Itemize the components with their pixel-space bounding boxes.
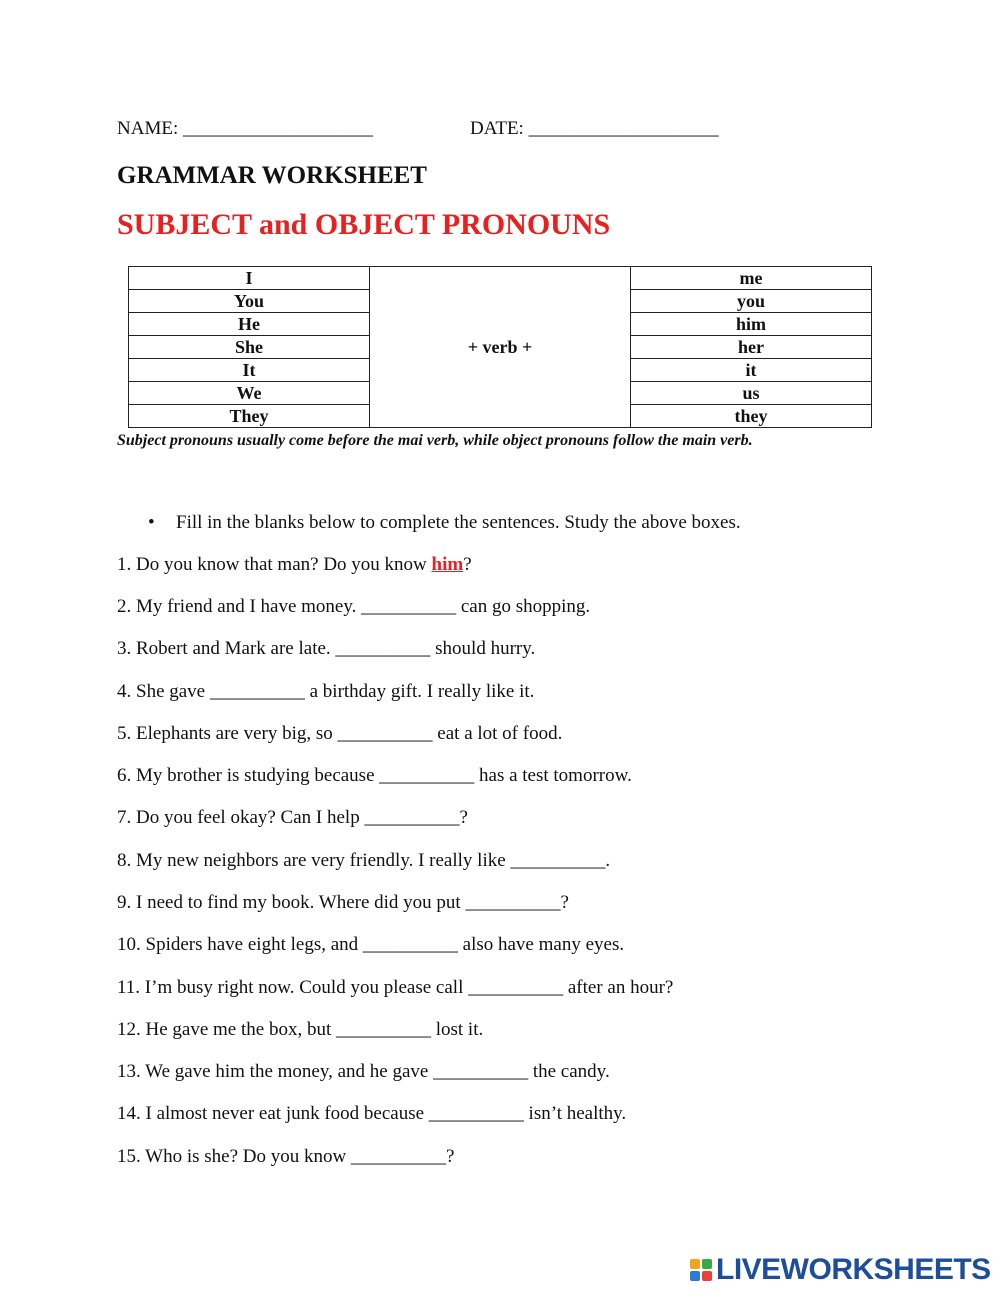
- object-pronoun: us: [631, 382, 872, 405]
- grammar-note: Subject pronouns usually come before the mai verb, while object pronouns follow the main verb.: [117, 432, 753, 449]
- object-pronoun: me: [631, 267, 872, 290]
- worksheet-title: GRAMMAR WORKSHEET: [117, 162, 427, 189]
- question-text: 1. Do you know that man? Do you know: [117, 554, 432, 575]
- question-6[interactable]: 6. My brother is studying because __________ has a test tomorrow.: [117, 765, 632, 786]
- object-pronoun: you: [631, 290, 872, 313]
- subject-pronoun: We: [129, 382, 370, 405]
- question-1: [117, 554, 472, 576]
- question-13[interactable]: 13. We gave him the money, and he gave __________ the candy.: [117, 1061, 610, 1082]
- instruction: [148, 512, 741, 534]
- subject-pronoun: He: [129, 313, 370, 336]
- bullet-icon: •: [148, 512, 155, 533]
- object-pronoun: him: [631, 313, 872, 336]
- date-field[interactable]: DATE: ____________________: [470, 118, 719, 139]
- name-field[interactable]: NAME: ____________________: [117, 118, 373, 139]
- subject-pronoun: I: [129, 267, 370, 290]
- logo-text: LIVEWORKSHEETS: [716, 1253, 991, 1286]
- question-5[interactable]: 5. Elephants are very big, so __________ eat a lot of food.: [117, 723, 563, 744]
- object-pronoun: they: [631, 405, 872, 428]
- question-4[interactable]: 4. She gave __________ a birthday gift. I really like it.: [117, 681, 535, 702]
- question-2[interactable]: 2. My friend and I have money. __________ can go shopping.: [117, 596, 591, 617]
- object-pronoun: her: [631, 336, 872, 359]
- question-text-end: ?: [463, 554, 472, 575]
- question-10[interactable]: 10. Spiders have eight legs, and __________ also have many eyes.: [117, 934, 625, 955]
- question-15[interactable]: 15. Who is she? Do you know __________?: [117, 1146, 455, 1167]
- question-8[interactable]: 8. My new neighbors are very friendly. I really like __________.: [117, 850, 611, 871]
- question-9[interactable]: 9. I need to find my book. Where did you put __________?: [117, 892, 569, 913]
- subject-pronoun: She: [129, 336, 370, 359]
- logo-grid-icon: [690, 1259, 712, 1281]
- subject-pronoun: It: [129, 359, 370, 382]
- question-3[interactable]: 3. Robert and Mark are late. __________ should hurry.: [117, 638, 536, 659]
- pronoun-table: [128, 266, 872, 428]
- liveworksheets-logo[interactable]: [690, 1252, 991, 1288]
- question-12[interactable]: 12. He gave me the box, but __________ lost it.: [117, 1019, 484, 1040]
- question-14[interactable]: 14. I almost never eat junk food because __________ isn’t healthy.: [117, 1103, 627, 1124]
- instruction-text: Fill in the blanks below to complete the sentences. Study the above boxes.: [176, 512, 741, 533]
- answer-blank[interactable]: him: [431, 554, 464, 575]
- question-7[interactable]: 7. Do you feel okay? Can I help __________?: [117, 807, 468, 828]
- question-11[interactable]: 11. I’m busy right now. Could you please call __________ after an hour?: [117, 977, 674, 998]
- subject-pronoun: They: [129, 405, 370, 428]
- table-row: [129, 267, 872, 290]
- object-pronoun: it: [631, 359, 872, 382]
- worksheet-subtitle: SUBJECT and OBJECT PRONOUNS: [117, 208, 611, 241]
- subject-pronoun: You: [129, 290, 370, 313]
- verb-connector: + verb +: [370, 267, 631, 428]
